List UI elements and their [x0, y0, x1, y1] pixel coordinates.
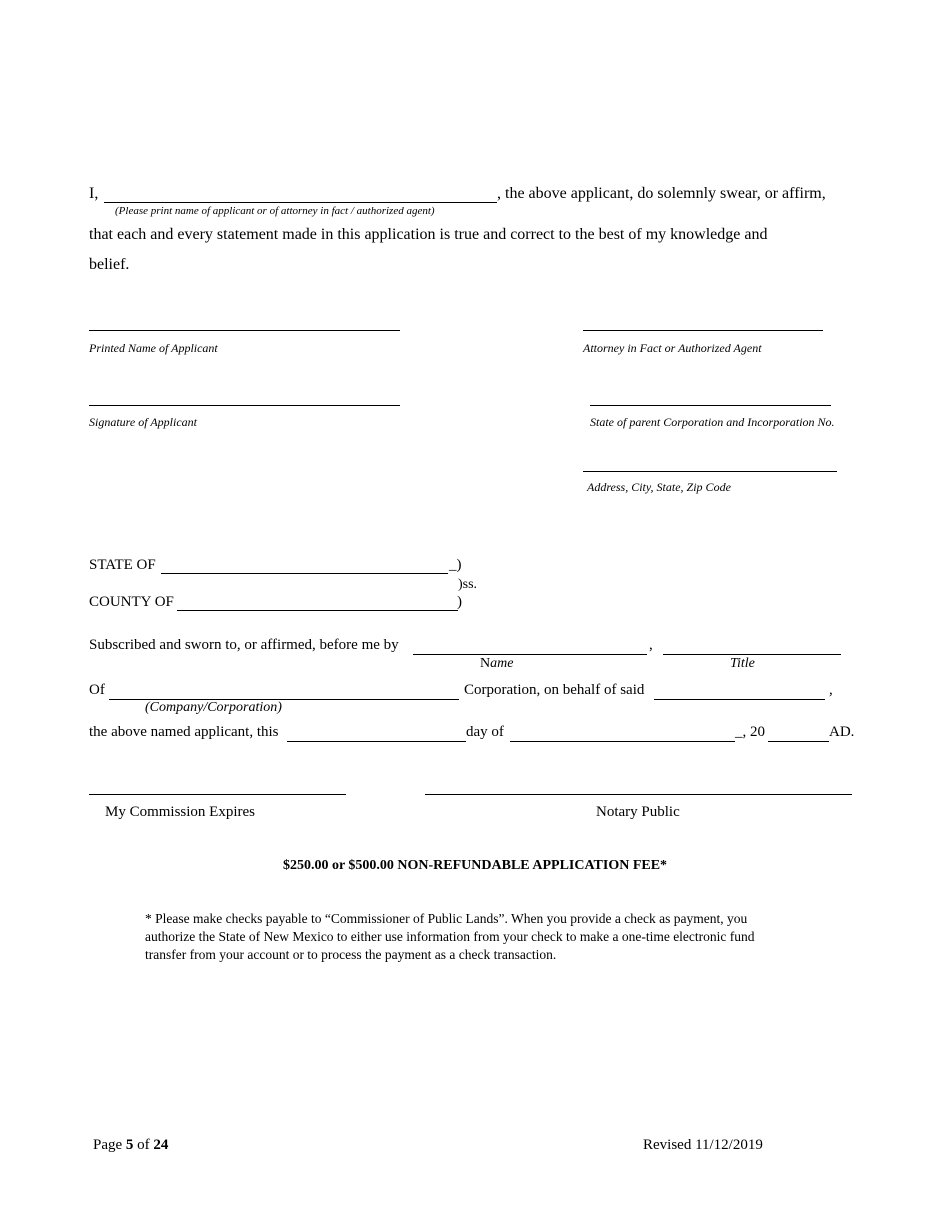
notary-line[interactable]	[425, 794, 852, 795]
state-parent-label: State of parent Corporation and Incorporation No.	[590, 415, 835, 429]
sworn-name-line[interactable]	[413, 654, 647, 655]
state-tail: _)	[449, 557, 462, 573]
applicant-name-hint: (Please print name of applicant or of attorney in fact / authorized agent)	[115, 205, 435, 217]
county-line[interactable]	[177, 610, 458, 611]
name-label-rest: ame	[490, 656, 514, 671]
state-line[interactable]	[161, 573, 448, 574]
month-line[interactable]	[510, 741, 735, 742]
attorney-line[interactable]	[583, 330, 823, 331]
oath-line-2: that each and every statement made in this application is true and correct to the best of my knowledge and	[89, 226, 768, 243]
subscribed-text: Subscribed and sworn to, or affirmed, before me by	[89, 637, 399, 653]
state-of-label: STATE OF	[89, 557, 156, 573]
address-line[interactable]	[583, 471, 837, 472]
signature-label: Signature of Applicant	[89, 415, 197, 429]
printed-name-line[interactable]	[89, 330, 400, 331]
of-word: of	[137, 1137, 150, 1153]
applicant-name-line[interactable]	[104, 202, 497, 203]
of-label: Of	[89, 682, 105, 698]
county-tail: )	[457, 594, 462, 610]
ss-mark: )ss.	[458, 577, 478, 592]
name-field-label	[480, 656, 513, 672]
corporation-comma: ,	[829, 682, 833, 698]
said-corporation-line[interactable]	[654, 699, 825, 700]
oath-i-suffix: , the above applicant, do solemnly swear, or affirm,	[497, 185, 826, 202]
year-prefix: _, 20	[735, 724, 765, 740]
company-hint: (Company/Corporation)	[145, 700, 282, 715]
state-parent-line[interactable]	[590, 405, 831, 406]
printed-name-label: Printed Name of Applicant	[89, 341, 218, 355]
corporation-text: Corporation, on behalf of said	[464, 682, 645, 698]
signature-line[interactable]	[89, 405, 400, 406]
oath-i-prefix: I,	[89, 185, 99, 202]
page-number	[93, 1137, 168, 1154]
notary-public-label: Notary Public	[596, 804, 680, 820]
page-current: 5	[125, 1137, 134, 1153]
revised-date: Revised 11/12/2019	[643, 1137, 763, 1153]
commission-line[interactable]	[89, 794, 346, 795]
day-of-text: day of	[466, 724, 504, 740]
title-field-label: Title	[730, 656, 755, 671]
fee-heading: $250.00 or $500.00 NON-REFUNDABLE APPLICATION FEE*	[282, 858, 668, 873]
subscribed-comma: ,	[649, 637, 653, 653]
page-word: Page	[93, 1137, 123, 1153]
year-line[interactable]	[768, 741, 829, 742]
oath-line-3: belief.	[89, 256, 130, 273]
fee-note: * Please make checks payable to “Commissioner of Public Lands”. When you provide a check as payment, you authorize the State of New Mexico to either use information from your check to make a one-time electronic fund transfer from your account or to process the payment as a check transaction.	[145, 911, 755, 962]
commission-expires-label: My Commission Expires	[105, 804, 256, 820]
applicant-text: the above named applicant, this	[89, 724, 279, 740]
sworn-title-line[interactable]	[663, 654, 841, 655]
name-label-n: N	[480, 656, 491, 671]
county-of-label: COUNTY OF	[89, 594, 174, 610]
page-total: 24	[153, 1137, 169, 1153]
attorney-label: Attorney in Fact or Authorized Agent	[583, 341, 762, 355]
ad-text: AD.	[829, 724, 855, 740]
address-label: Address, City, State, Zip Code	[587, 480, 731, 494]
day-line[interactable]	[287, 741, 466, 742]
